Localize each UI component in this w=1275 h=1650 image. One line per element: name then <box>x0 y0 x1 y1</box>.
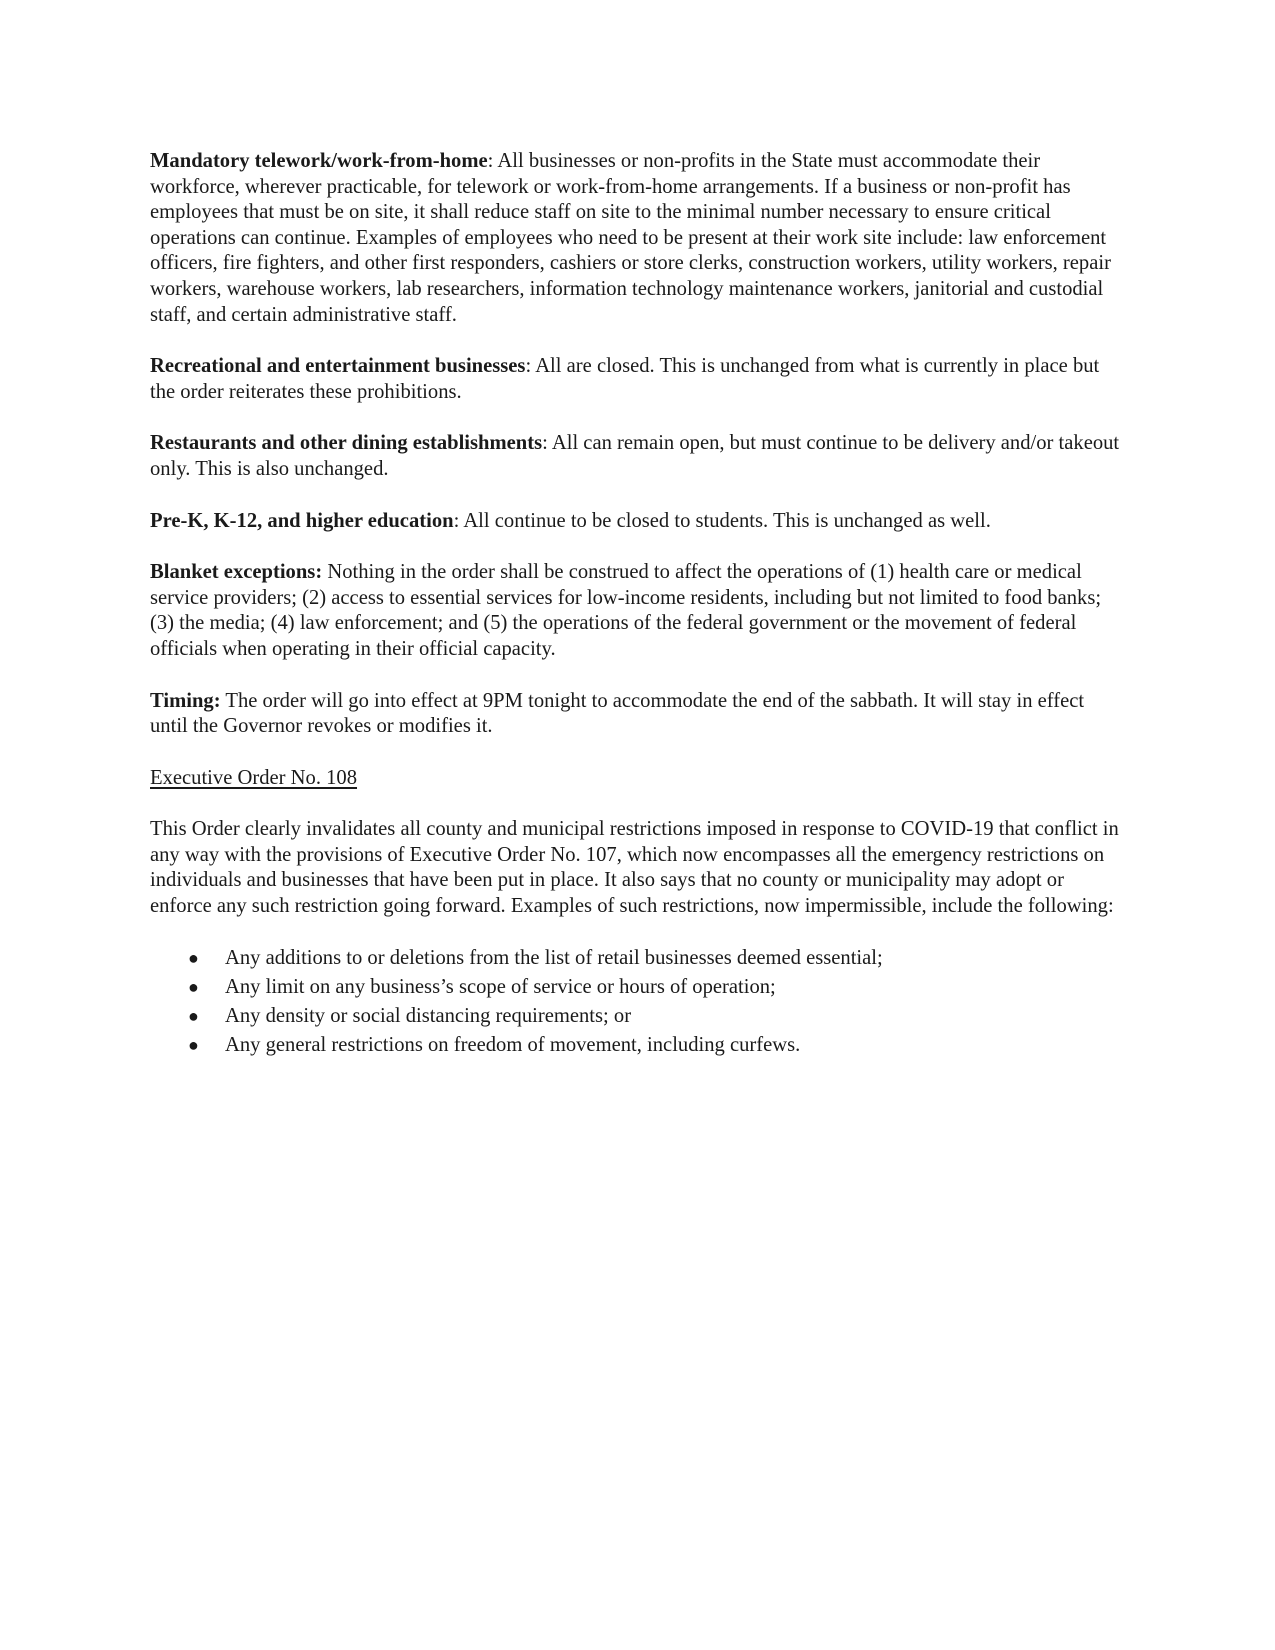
list-item: ● Any limit on any business’s scope of service or hours of operation; <box>150 975 1120 1004</box>
paragraph-label: Restaurants and other dining establishments <box>150 432 543 455</box>
paragraph-text: The order will go into effect at 9PM tonight to accommodate the end of the sabbath. It will stay in effect until the Governor revokes or modifies it. <box>150 689 1085 738</box>
paragraph-text: All businesses or non-profits in the State must accommodate their workforce, wherever practicable, for telework or work-from-home arrangements. If a business or non-profit has employees that must be on site, it shall reduce staff on site to the minimal number necessary to ensure critical operations can continue. Examples of employees who need to be present at their work site include: law enforcement officers, fire fighters, and other first responders, cashiers or store clerks, construction workers, utility workers, repair workers, warehouse workers, lab researchers, information technology maintenance workers, janitorial and custodial staff, and certain administrative staff. <box>150 150 1111 326</box>
paragraph-label: Timing: <box>150 689 221 712</box>
bullet-icon: ● <box>188 1005 199 1026</box>
paragraph-label: Blanket exceptions: <box>150 561 323 584</box>
section-heading: Executive Order No. 108 <box>150 766 358 789</box>
paragraph-text: All continue to be closed to students. This is unchanged as well. <box>463 509 991 532</box>
restrictions-list <box>150 946 1120 1062</box>
paragraph-exceptions <box>150 560 1120 662</box>
paragraph-label: Pre-K, K-12, and higher education <box>150 509 454 532</box>
paragraph-recreational: Recreational and entertainment businesses: All are closed. This is unchanged from what is currently in place but the order reiterates these prohibitions. <box>150 355 1100 403</box>
paragraph-telework: Mandatory telework/work-from-home: All businesses or non-profits in the State must accommodate their workforce, wherever practicable, for telework or work-from-home arrangements. If a business or non-profit has employees that must be on site, it shall reduce staff on site to the minimal number necessary to ensure critical operations can continue. Examples of employees who need to be present at their work site include: law enforcement officers, fire fighters, and other first responders, cashiers or store clerks, construction workers, utility workers, repair workers, warehouse workers, lab researchers, information technology maintenance workers, janitorial and custodial staff, and certain administrative staff. <box>150 150 1111 326</box>
paragraph-label: Recreational and entertainment businesses <box>150 355 526 378</box>
list-item: ● Any general restrictions on freedom of movement, including curfews. <box>150 1033 1120 1062</box>
paragraph-text: All are closed. This is unchanged from what is currently in place but the order reiterates these prohibitions. <box>150 355 1100 403</box>
paragraph-label: Mandatory telework/work-from-home <box>150 150 488 172</box>
paragraph-education: Pre-K, K-12, and higher education: All continue to be closed to students. This is unchanged as well. <box>150 509 991 532</box>
bullet-icon: ● <box>188 1034 199 1055</box>
paragraph-timing <box>150 689 1120 740</box>
bullet-icon: ● <box>188 947 199 968</box>
list-item: ● Any density or social distancing requirements; or <box>150 1004 1120 1033</box>
paragraph-text: Nothing in the order shall be construed to affect the operations of (1) health care or medical service providers; (2) access to essential services for low-income residents, including but not limited to food banks; (3) the media; (4) law enforcement; and (5) the operations of the federal government or the movement of federal officials when operating in their official capacity. <box>150 561 1102 660</box>
list-item: ● Any additions to or deletions from the list of retail businesses deemed essential; <box>150 946 1120 975</box>
paragraph-restaurants: Restaurants and other dining establishments: All can remain open, but must continue to be delivery and/or takeout only. This is also unchanged. <box>150 432 1120 480</box>
paragraph-text: All can remain open, but must continue to be delivery and/or takeout only. This is also unchanged. <box>150 432 1120 480</box>
bullet-icon: ● <box>188 976 199 997</box>
section-body: This Order clearly invalidates all county and municipal restrictions imposed in response to COVID-19 that conflict in any way with the provisions of Executive Order No. 107, which now encompasses all the emergency restrictions on individuals and businesses that have been put in place. It also says that no county or municipality may adopt or enforce any such restriction going forward. Examples of such restrictions, now impermissible, include the following: <box>150 818 1119 918</box>
document-body <box>150 149 1120 1062</box>
